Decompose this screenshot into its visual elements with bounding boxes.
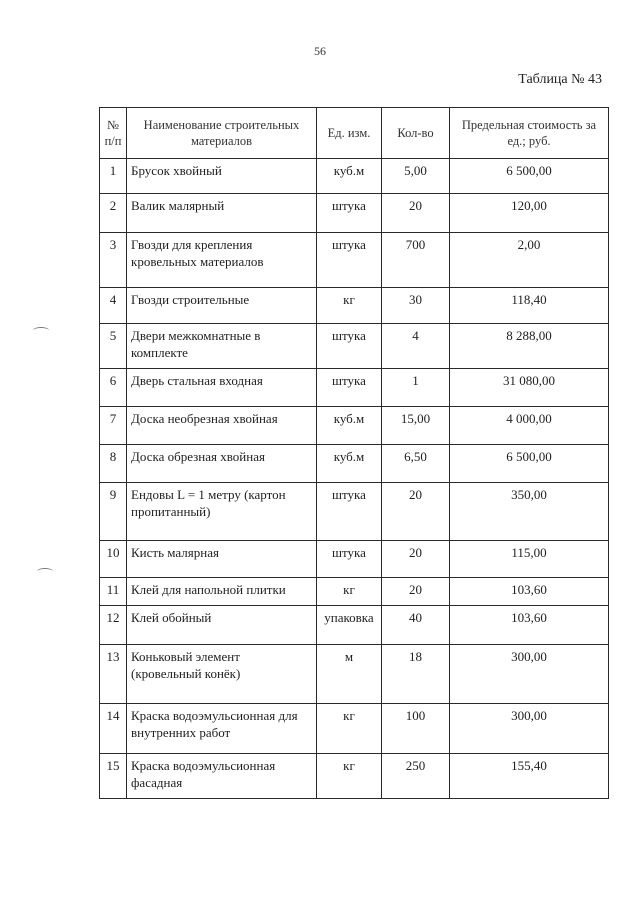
row-unit: штука (317, 541, 382, 578)
row-unit: штука (317, 233, 382, 288)
row-unit: м (317, 645, 382, 704)
row-num: 8 (100, 445, 127, 483)
row-num: 7 (100, 407, 127, 445)
row-qty: 250 (382, 754, 450, 799)
row-price: 155,40 (450, 754, 609, 799)
row-qty: 20 (382, 578, 450, 606)
row-name: Гвозди строительные (127, 288, 317, 324)
row-unit: штука (317, 483, 382, 541)
row-qty: 4 (382, 324, 450, 369)
table-row (100, 578, 609, 606)
row-name: Ендовы L = 1 метру (картон пропитанный) (127, 483, 317, 541)
table-row (100, 541, 609, 578)
row-qty: 40 (382, 606, 450, 645)
row-unit: кг (317, 754, 382, 799)
row-num: 5 (100, 324, 127, 369)
header-name: Наименование строительных материалов (127, 108, 317, 159)
header-unit: Ед. изм. (317, 108, 382, 159)
page-number: 56 (314, 44, 326, 58)
row-price: 300,00 (450, 645, 609, 704)
row-price: 4 000,00 (450, 407, 609, 445)
table-row (100, 324, 609, 369)
row-price: 6 500,00 (450, 445, 609, 483)
row-num: 15 (100, 754, 127, 799)
row-price: 300,00 (450, 704, 609, 754)
row-name: Доска обрезная хвойная (127, 445, 317, 483)
row-qty: 20 (382, 194, 450, 233)
table-row (100, 194, 609, 233)
row-qty: 1 (382, 369, 450, 407)
row-qty: 700 (382, 233, 450, 288)
row-qty: 100 (382, 704, 450, 754)
row-unit: куб.м (317, 407, 382, 445)
row-qty: 15,00 (382, 407, 450, 445)
row-price: 103,60 (450, 578, 609, 606)
table-caption: Таблица № 43 (518, 72, 602, 87)
row-qty: 20 (382, 483, 450, 541)
row-unit: кг (317, 578, 382, 606)
row-num: 2 (100, 194, 127, 233)
table-row (100, 159, 609, 194)
table-row (100, 754, 609, 799)
row-num: 9 (100, 483, 127, 541)
scan-artifact (33, 327, 49, 334)
row-unit: штука (317, 369, 382, 407)
row-unit: кг (317, 288, 382, 324)
row-name: Клей для напольной плитки (127, 578, 317, 606)
table-row (100, 645, 609, 704)
row-name: Кисть малярная (127, 541, 317, 578)
row-name: Двери межкомнатные в комплекте (127, 324, 317, 369)
table-row (100, 483, 609, 541)
table-header-row (100, 108, 609, 159)
row-num: 1 (100, 159, 127, 194)
row-qty: 6,50 (382, 445, 450, 483)
row-price: 118,40 (450, 288, 609, 324)
table-row (100, 704, 609, 754)
row-num: 4 (100, 288, 127, 324)
table-row (100, 233, 609, 288)
row-name: Краска водоэмульсионная фасадная (127, 754, 317, 799)
table-row (100, 606, 609, 645)
row-unit: куб.м (317, 159, 382, 194)
header-qty: Кол-во (382, 108, 450, 159)
row-num: 14 (100, 704, 127, 754)
row-price: 350,00 (450, 483, 609, 541)
row-num: 6 (100, 369, 127, 407)
row-qty: 30 (382, 288, 450, 324)
row-price: 103,60 (450, 606, 609, 645)
row-price: 8 288,00 (450, 324, 609, 369)
row-name: Коньковый элемент (кровельный конёк) (127, 645, 317, 704)
header-price: Предельная стоимость за ед.; руб. (450, 108, 609, 159)
row-num: 12 (100, 606, 127, 645)
row-name: Дверь стальная входная (127, 369, 317, 407)
row-price: 6 500,00 (450, 159, 609, 194)
row-num: 10 (100, 541, 127, 578)
scan-artifact (37, 568, 53, 575)
row-name: Доска необрезная хвойная (127, 407, 317, 445)
row-unit: штука (317, 194, 382, 233)
materials-table (99, 107, 609, 799)
row-price: 31 080,00 (450, 369, 609, 407)
row-price: 2,00 (450, 233, 609, 288)
row-num: 11 (100, 578, 127, 606)
table-row (100, 369, 609, 407)
table-row (100, 445, 609, 483)
row-unit: куб.м (317, 445, 382, 483)
row-name: Гвозди для крепления кровельных материалов (127, 233, 317, 288)
table-row (100, 407, 609, 445)
row-name: Валик малярный (127, 194, 317, 233)
row-name: Брусок хвойный (127, 159, 317, 194)
row-unit: штука (317, 324, 382, 369)
table-row (100, 288, 609, 324)
row-price: 120,00 (450, 194, 609, 233)
row-name: Клей обойный (127, 606, 317, 645)
header-num: № п/п (100, 108, 127, 159)
row-num: 3 (100, 233, 127, 288)
row-num: 13 (100, 645, 127, 704)
row-qty: 20 (382, 541, 450, 578)
row-price: 115,00 (450, 541, 609, 578)
row-unit: кг (317, 704, 382, 754)
row-qty: 18 (382, 645, 450, 704)
row-unit: упаковка (317, 606, 382, 645)
row-name: Краска водоэмульсионная для внутренних работ (127, 704, 317, 754)
row-qty: 5,00 (382, 159, 450, 194)
